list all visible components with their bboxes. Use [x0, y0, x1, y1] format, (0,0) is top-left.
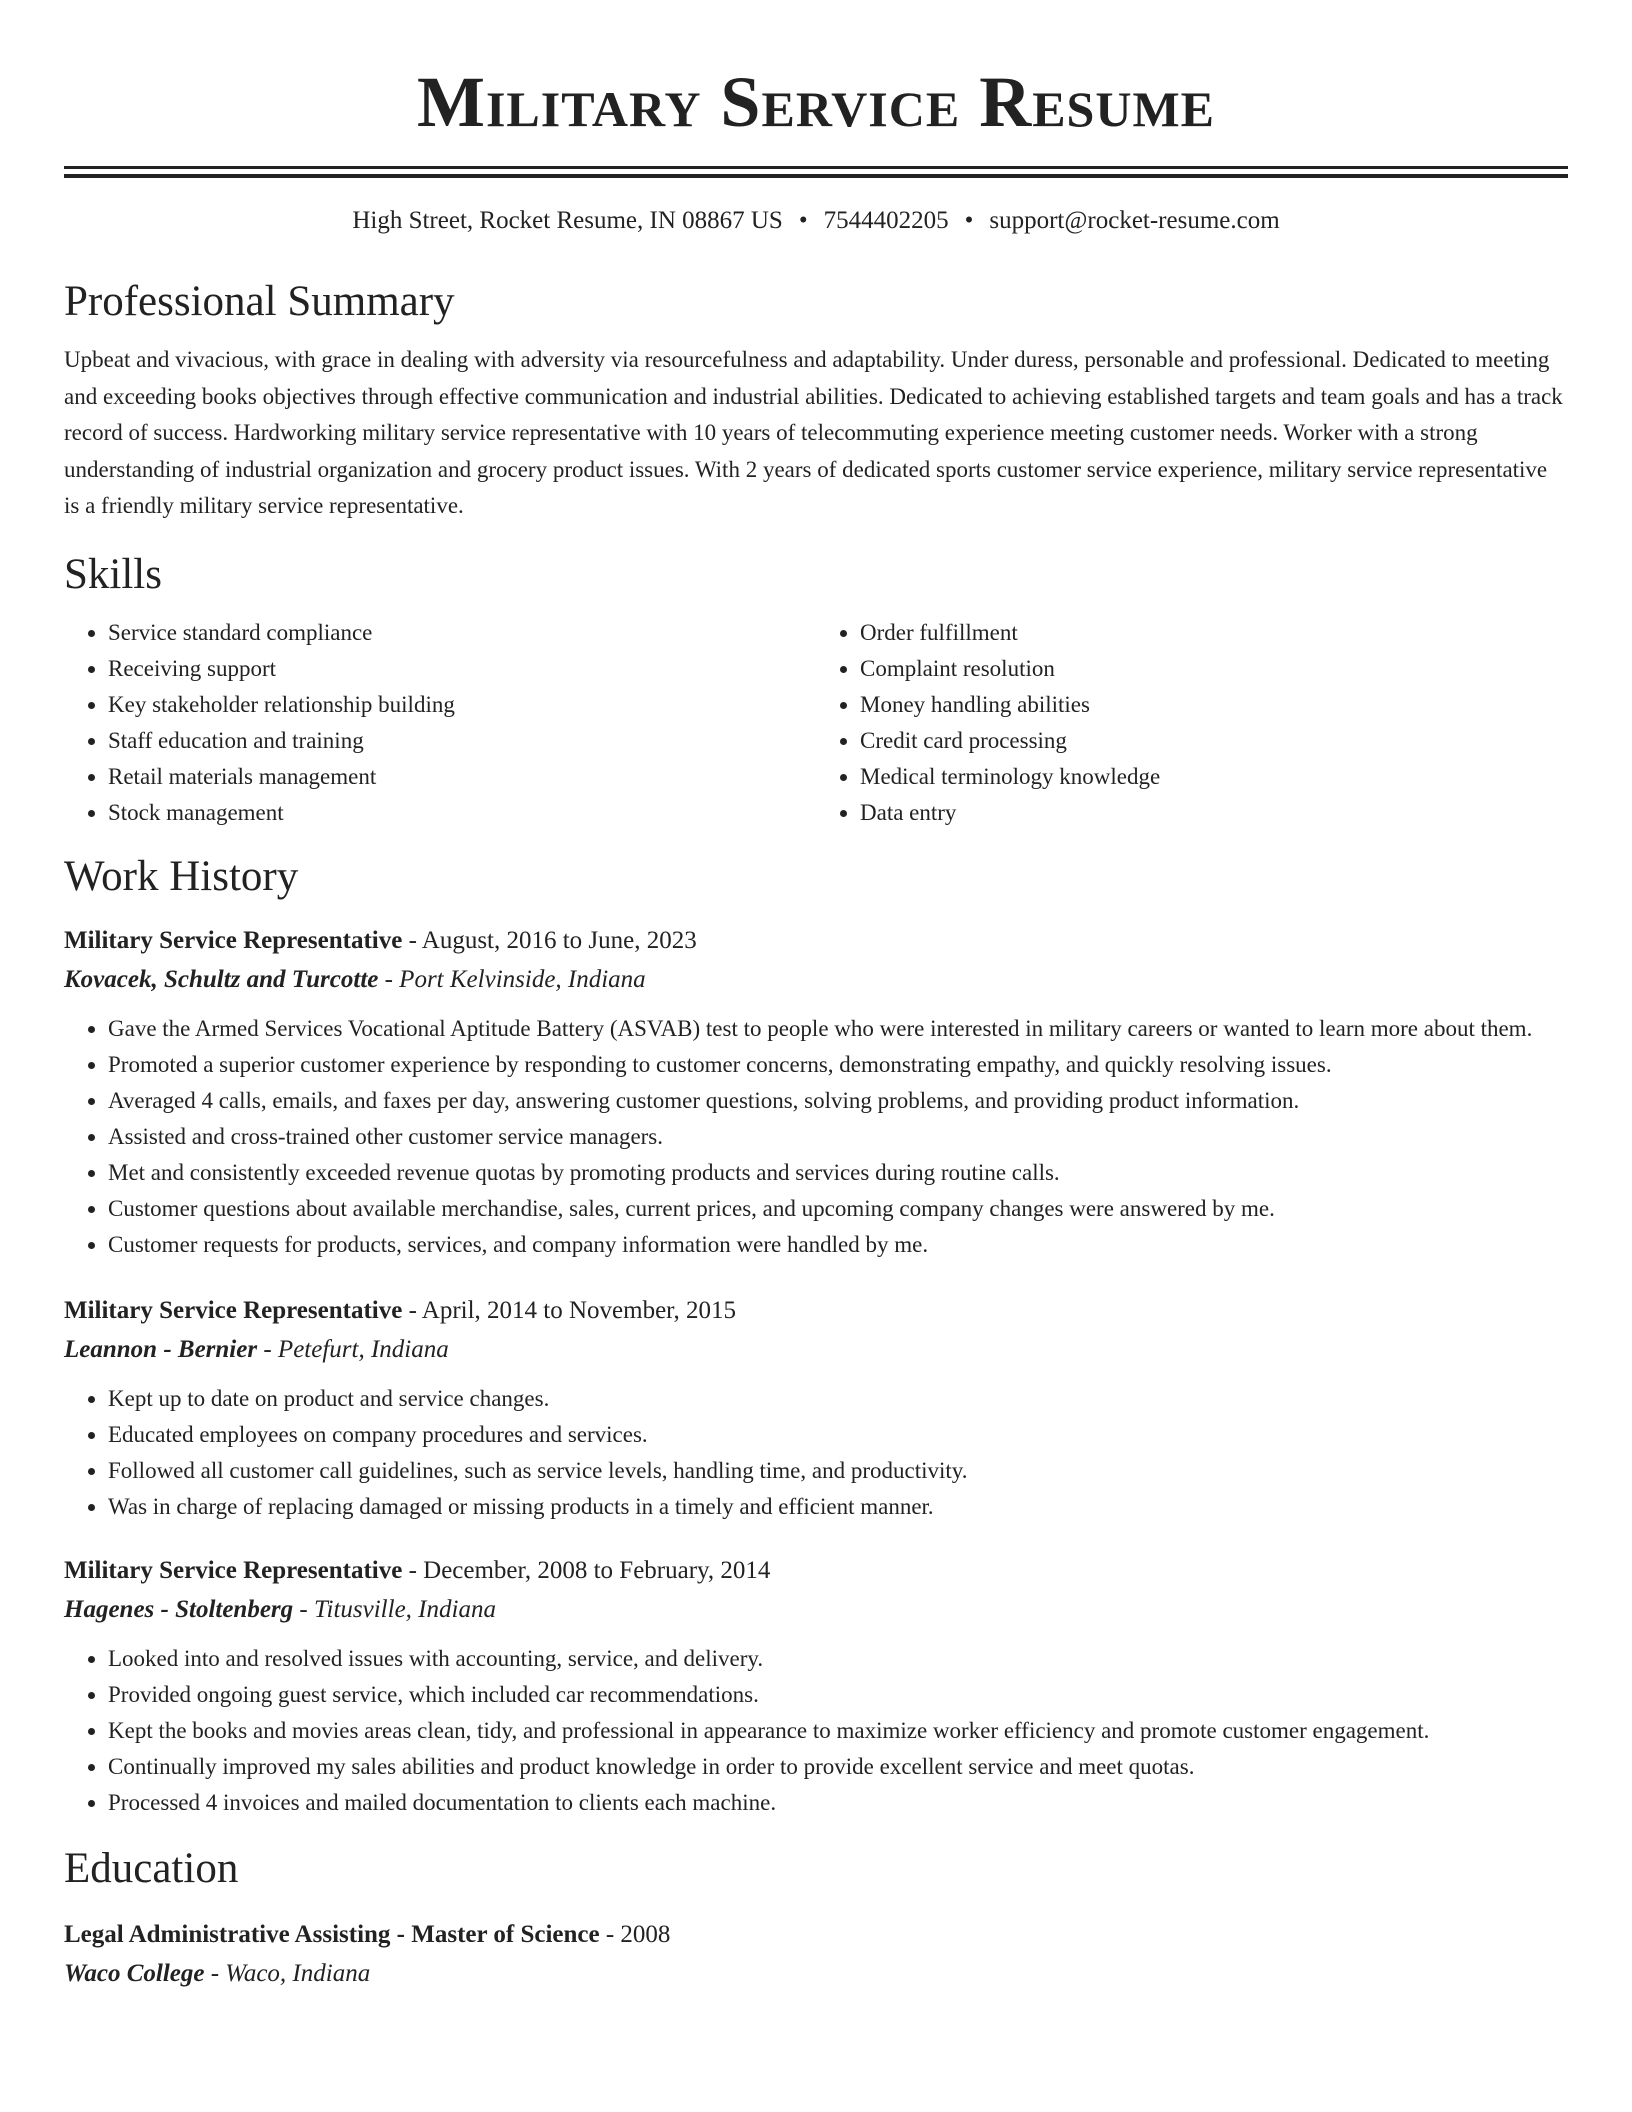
job-company-line: [64, 1591, 1568, 1629]
skill-item: • Complaint resolution: [860, 651, 1568, 687]
job-entry: [64, 1291, 1568, 1525]
contact-phone: 7544402205: [823, 207, 949, 234]
job-dates: - April, 2014 to November, 2015: [402, 1296, 736, 1324]
duty-item: • Assisted and cross-trained other customer service managers.: [108, 1119, 1568, 1155]
duty-item: • Gave the Armed Services Vocational Aptitude Battery (ASVAB) test to people who were interested in military careers or wanted to learn more about them.: [108, 1011, 1568, 1047]
education-school-line: [64, 1955, 1568, 1993]
contact-address: High Street, Rocket Resume, IN 08867 US: [352, 207, 783, 234]
summary-heading: Professional Summary: [64, 278, 455, 325]
duty-item: • Looked into and resolved issues with accounting, service, and delivery.: [108, 1641, 1568, 1677]
job-title: Military Service Representative: [64, 1556, 403, 1584]
skill-item: • Credit card processing: [860, 723, 1568, 759]
job-title: Military Service Representative: [64, 1296, 403, 1324]
title-double-rule: [64, 166, 1568, 178]
skill-item: • Service standard compliance: [108, 615, 816, 651]
job-dates: - December, 2008 to February, 2014: [402, 1556, 771, 1584]
work-history-heading: Work History: [64, 852, 299, 900]
duty-item: • Was in charge of replacing damaged or missing products in a timely and efficient manner.: [108, 1489, 1568, 1525]
skills-list-right: [816, 615, 1568, 831]
duty-item: • Customer questions about available merchandise, sales, current prices, and upcoming company changes were answered by me.: [108, 1191, 1568, 1227]
duty-item: • Provided ongoing guest service, which included car recommendations.: [108, 1677, 1568, 1713]
duty-item: • Continually improved my sales abilities and product knowledge in order to provide excellent service and meet quotas.: [108, 1749, 1568, 1785]
contact-line: [64, 204, 1568, 238]
education-year: - 2008: [599, 1920, 671, 1948]
job-duties: [64, 1381, 1568, 1525]
resume-title: Military Service Resume: [417, 62, 1215, 142]
job-company-line: [64, 1331, 1568, 1369]
education-degree: Legal Administrative Assisting - Master of Science: [64, 1920, 600, 1948]
skill-item: • Money handling abilities: [860, 687, 1568, 723]
duty-item: • Processed 4 invoices and mailed documentation to clients each machine.: [108, 1785, 1568, 1821]
job-duties: [64, 1641, 1568, 1821]
skills-columns: [64, 615, 1568, 831]
education-degree-line: [64, 1915, 1568, 1955]
job-company-line: [64, 961, 1568, 999]
job-duties: [64, 1011, 1568, 1263]
skills-list-left: [64, 615, 816, 831]
education-heading: Education: [64, 1844, 239, 1892]
job-location: - Petefurt, Indiana: [257, 1335, 449, 1363]
job-title: Military Service Representative: [64, 926, 403, 954]
job-dates: - August, 2016 to June, 2023: [402, 926, 697, 954]
job-company: Leannon - Bernier: [64, 1335, 258, 1363]
duty-item: • Averaged 4 calls, emails, and faxes per day, answering customer questions, solving problems, and providing product information.: [108, 1083, 1568, 1119]
duty-item: • Kept the books and movies areas clean, tidy, and professional in appearance to maximize worker efficiency and promote customer engagement.: [108, 1713, 1568, 1749]
duty-item: • Promoted a superior customer experience by responding to customer concerns, demonstrating empathy, and quickly resolving issues.: [108, 1047, 1568, 1083]
skill-item: • Receiving support: [108, 651, 816, 687]
summary-text: Upbeat and vivacious, with grace in dealing with adversity via resourcefulness and adaptability. Under duress, personable and professional. Dedicated to meeting and exceeding books objectives through effective communication and industrial abilities. Dedicated to achieving established targets and team goals and has a track record of success. Hardworking military service representative with 10 years of telecommuting experience meeting customer needs. Worker with a strong understanding of industrial organization and grocery product issues. With 2 years of dedicated sports customer service experience, military service representative is a friendly military service representative.: [64, 347, 1563, 518]
skill-item: • Key stakeholder relationship building: [108, 687, 816, 723]
skill-item: • Staff education and training: [108, 723, 816, 759]
contact-separator: •: [798, 207, 808, 234]
contact-separator: •: [964, 207, 974, 234]
skill-item: • Medical terminology knowledge: [860, 759, 1568, 795]
duty-item: • Followed all customer call guidelines, such as service levels, handling time, and productivity.: [108, 1453, 1568, 1489]
job-title-line: [64, 1291, 1568, 1331]
duty-item: • Educated employees on company procedures and services.: [108, 1417, 1568, 1453]
education-location: - Waco, Indiana: [204, 1959, 371, 1987]
job-entry: [64, 1551, 1568, 1821]
duty-item: • Met and consistently exceeded revenue quotas by promoting products and services during routine calls.: [108, 1155, 1568, 1191]
duty-item: • Kept up to date on product and service changes.: [108, 1381, 1568, 1417]
duty-item: • Customer requests for products, services, and company information were handled by me.: [108, 1227, 1568, 1263]
education-school: Waco College: [64, 1959, 205, 1987]
skills-heading: Skills: [64, 550, 162, 598]
skill-item: • Retail materials management: [108, 759, 816, 795]
contact-email: support@rocket-resume.com: [989, 207, 1280, 234]
skill-item: • Stock management: [108, 795, 816, 831]
job-company: Kovacek, Schultz and Turcotte: [64, 965, 379, 993]
job-title-line: [64, 921, 1568, 961]
job-entry: [64, 921, 1568, 1263]
skill-item: • Data entry: [860, 795, 1568, 831]
job-company: Hagenes - Stoltenberg: [64, 1595, 294, 1623]
job-location: - Port Kelvinside, Indiana: [378, 965, 646, 993]
job-location: - Titusville, Indiana: [293, 1595, 496, 1623]
job-title-line: [64, 1551, 1568, 1591]
skill-item: • Order fulfillment: [860, 615, 1568, 651]
